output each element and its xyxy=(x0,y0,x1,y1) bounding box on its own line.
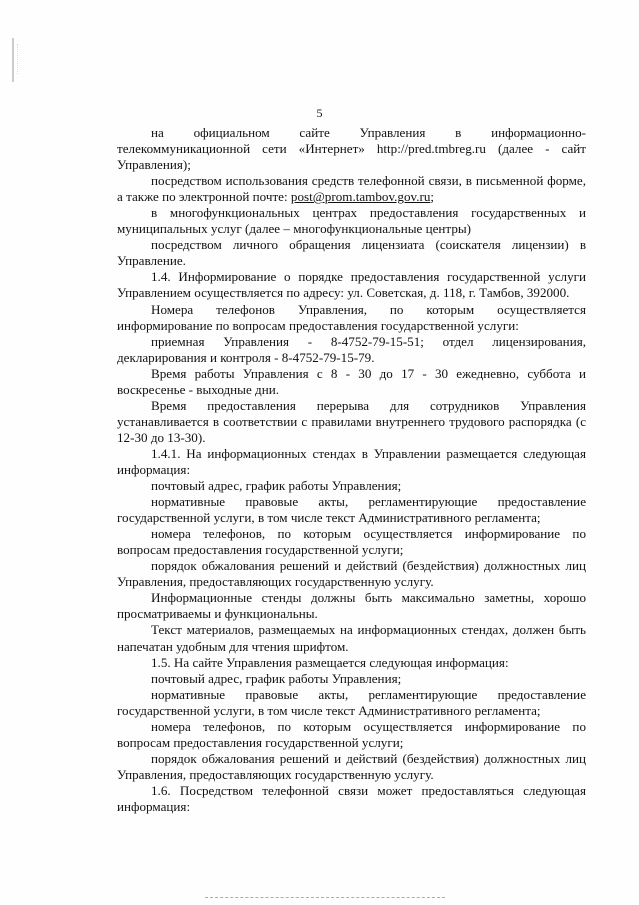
scan-edge-mark xyxy=(12,38,32,82)
email-link[interactable]: post@prom.tambov.gov.ru xyxy=(290,189,431,205)
document-body xyxy=(117,125,586,815)
paragraph-2 xyxy=(117,173,586,205)
paragraph-17: 1.5. На сайте Управления размещается следующая информация: xyxy=(151,654,509,670)
paragraph-16: Текст материалов, размещаемых на информационных стендах, должен быть напечатан удобным для чтения шрифтом. xyxy=(117,622,586,654)
paragraph-9: Время предоставления перерыва для сотрудников Управления устанавливается в соответствии с правилами внутреннего трудового распорядка (с 12-30 до 13-30). xyxy=(117,397,586,445)
paragraph-22: 1.6. Посредством телефонной связи может предоставляться следующая информация: xyxy=(117,782,586,814)
paragraph-21: порядок обжалования решений и действий (бездействия) должностных лиц Управления, предоставляющих государственную услугу. xyxy=(117,750,586,782)
paragraph-3: в многофункциональных центрах предоставления государственных и муниципальных услуг (далее – многофункциональные центры) xyxy=(117,205,586,237)
paragraph-2-text: посредством использования средств телефонной связи, в письменной форме, а также по электронной почте: xyxy=(117,173,586,205)
paragraph-5: 1.4. Информирование о порядке предоставления государственной услуги Управлением осуществляется по адресу: ул. Советская, д. 118, г. Тамбов, 392000. xyxy=(117,269,586,301)
paragraph-6: Номера телефонов Управления, по которым осуществляется информирование по вопросам предоставления государственной услуги: xyxy=(117,301,586,333)
paragraph-8: Время работы Управления с 8 - 30 до 17 - 30 ежедневно, суббота и воскресенье - выходные дни. xyxy=(117,365,586,397)
paragraph-15: Информационные стенды должны быть максимально заметны, хорошо просматриваемы и функциональны. xyxy=(117,590,586,622)
paragraph-1: на официальном сайте Управления в информационно-телекоммуникационной сети «Интернет» http://pred.tmbreg.ru (далее - сайт Управления); xyxy=(117,125,586,173)
paragraph-4: посредством личного обращения лицензиата (соискателя лицензии) в Управление. xyxy=(117,237,586,269)
paragraph-7: приемная Управления - 8-4752-79-15-51; отдел лицензирования, декларирования и контроля - 8-4752-79-15-79. xyxy=(117,333,586,365)
paragraph-20: номера телефонов, по которым осуществляется информирование по вопросам предоставления государственной услуги; xyxy=(117,718,586,750)
paragraph-2-end: ; xyxy=(430,189,435,205)
bottom-scan-line xyxy=(205,897,445,898)
paragraph-13: номера телефонов, по которым осуществляется информирование по вопросам предоставления государственной услуги; xyxy=(117,526,586,558)
page-number: 5 xyxy=(316,106,323,120)
paragraph-18: почтовый адрес, график работы Управления; xyxy=(151,670,402,686)
paragraph-11: почтовый адрес, график работы Управления; xyxy=(151,478,402,494)
paragraph-10: 1.4.1. На информационных стендах в Управлении размещается следующая информация: xyxy=(117,445,586,477)
paragraph-12: нормативные правовые акты, регламентирующие предоставление государственной услуги, в том числе текст Административного регламента; xyxy=(117,494,586,526)
paragraph-14: порядок обжалования решений и действий (бездействия) должностных лиц Управления, предоставляющих государственную услугу. xyxy=(117,558,586,590)
paragraph-19: нормативные правовые акты, регламентирующие предоставление государственной услуги, в том числе текст Административного регламента; xyxy=(117,686,586,718)
